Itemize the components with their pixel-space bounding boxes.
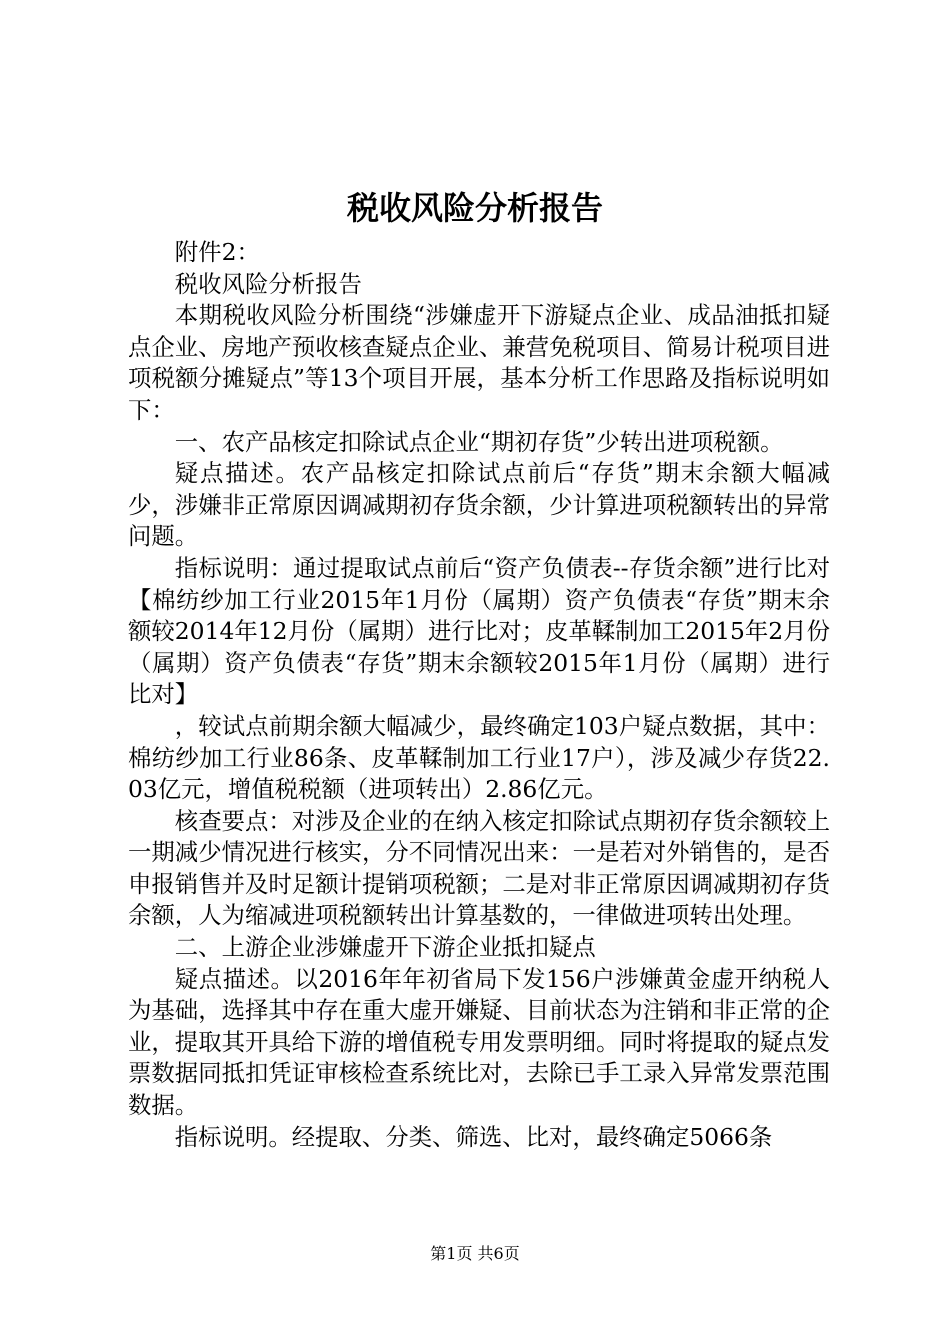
check-points-1: 核查要点：对涉及企业的在纳入核定扣除试点期初存货余额较上一期减少情况进行核实，分不同情况出来：一是若对外销售的，是否申报销售并及时足额计提销项税额；二是对非正常原因调减期初存货余额，人为缩减进项税额转出计算基数的，一律做进项转出处理。 — [128, 806, 830, 930]
document-title: 税收风险分析报告 — [346, 189, 603, 227]
section-heading-2: 二、上游企业涉嫌虚开下游企业抵扣疑点 — [174, 933, 596, 962]
indicator-description-1: 指标说明：通过提取试点前后“资产负债表--存货余额”进行比对【棉纺纱加工行业2015年1月份（属期）资产负债表“存货”期末余额较2014年12月份（属期）进行比对；皮革鞣制加工2015年2月份（属期）资产负债表“存货”期末余额较2015年1月份（属期）进行比对】 — [128, 553, 830, 709]
indicator-description-2: 指标说明。经提取、分类、筛选、比对，最终确定5066条 — [174, 1122, 773, 1151]
indicator-result-1: ，较试点前期余额大幅减少，最终确定103户疑点数据，其中：棉纺纱加工行业86条、皮革鞣制加工行业17户），涉及减少存货22.03亿元，增值税税额（进项转出）2.86亿元。 — [128, 711, 830, 804]
report-subtitle: 税收风险分析报告 — [174, 269, 362, 298]
document-body — [128, 237, 830, 1153]
section-heading-1: 一、农产品核定扣除试点企业“期初存货”少转出进项税额。 — [174, 427, 784, 456]
page-footer: 第1页 共6页 — [430, 1244, 520, 1263]
attachment-label: 附件2： — [174, 238, 260, 266]
doubt-description-2: 疑点描述。以2016年年初省局下发156户涉嫌黄金虚开纳税人为基础，选择其中存在重大虚开嫌疑、目前状态为注销和非正常的企业，提取其开具给下游的增值税专用发票明细。同时将提取的疑点发票数据同抵扣凭证审核检查系统比对，去除已手工录入异常发票范围数据。 — [128, 964, 830, 1120]
intro-paragraph: 本期税收风险分析围绕“涉嫌虚开下游疑点企业、成品油抵扣疑点企业、房地产预收核查疑点企业、兼营免税项目、简易计税项目进项税额分摊疑点”等13个项目开展，基本分析工作思路及指标说明如下： — [128, 301, 830, 424]
doubt-description-1: 疑点描述。农产品核定扣除试点前后“存货”期末余额大幅减少，涉嫌非正常原因调减期初存货余额，少计算进项税额转出的异常问题。 — [128, 459, 830, 551]
